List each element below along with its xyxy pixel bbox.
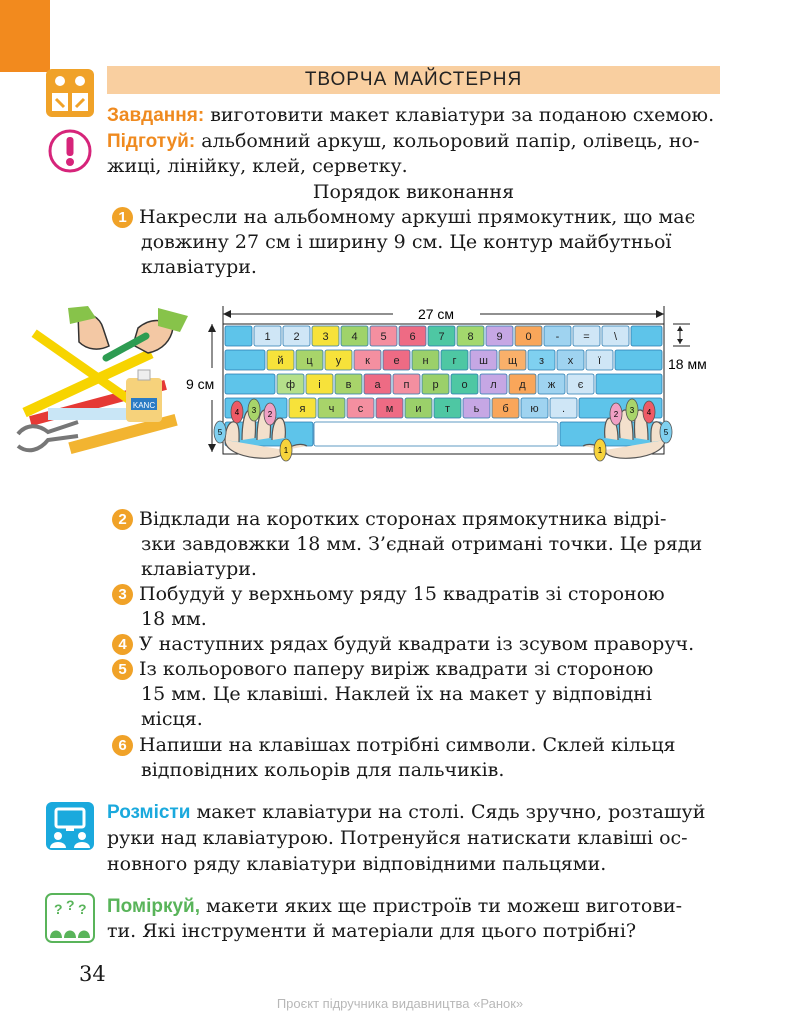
key-row2-2-label: у xyxy=(335,355,342,367)
key-row4-0-label: я xyxy=(299,403,306,415)
finger-number-2: 3 xyxy=(251,406,257,415)
key-row4-9-label: . xyxy=(561,403,566,415)
key-row2-9-label: з xyxy=(538,355,545,367)
key-row3-9-label: ж xyxy=(547,379,556,391)
section-banner: ТВОРЧА МАЙСТЕРНЯ xyxy=(107,66,720,94)
key-row2-7-label: ш xyxy=(479,355,488,367)
key-row3-0-label: ф xyxy=(285,379,296,391)
step-number-5: 5 xyxy=(112,659,133,680)
height-label: 9 см xyxy=(186,376,215,392)
height-dimension xyxy=(186,324,216,452)
glue-label: KANC xyxy=(132,401,156,410)
key-caps xyxy=(225,374,275,394)
key-row1-0-label: 1 xyxy=(264,331,271,343)
key-row4-4-label: и xyxy=(415,403,422,415)
key-row1-blank xyxy=(225,326,252,346)
step-number-1: 1 xyxy=(112,207,133,228)
footer-credit: Проєкт підручника видавництва «Ранок» xyxy=(276,996,524,1011)
step-number-4: 4 xyxy=(112,634,133,655)
key-row3-5-label: р xyxy=(432,379,439,391)
finger-number-0: 5 xyxy=(217,428,223,437)
key-row1-2-label: 3 xyxy=(322,331,329,343)
think-label: Поміркуй, xyxy=(107,896,200,917)
computer-class-icon xyxy=(46,802,94,850)
key-row1-end xyxy=(631,326,662,346)
step-number-2: 2 xyxy=(112,509,133,530)
step-1 xyxy=(112,205,720,280)
task-label: Завдання: xyxy=(107,105,205,126)
prepare-line-2: жиці, лінійку, клей, серветку. xyxy=(107,155,408,177)
step-1-line-1: Накресли на альбомному аркуші прямокутник, що має xyxy=(139,206,696,228)
think-line-1 xyxy=(107,894,720,919)
page-number: 34 xyxy=(79,962,106,986)
step-2-line-1: Відклади на коротких сторонах прямокутника відрі- xyxy=(139,508,667,530)
key-row3-8-label: д xyxy=(519,379,526,391)
finger-number-8: 4 xyxy=(646,408,652,417)
step-4-line-1: У наступних рядах будуй квадрати із зсувом праворуч. xyxy=(139,633,695,655)
width-dimension xyxy=(223,306,664,324)
step-5-line-2: 15 мм. Це клавіші. Наклей їх на макет у відповідні xyxy=(141,683,653,705)
key-row2-5-label: н xyxy=(422,355,429,367)
key-row1-3-label: 4 xyxy=(351,331,358,343)
step-1-line-3: клавіатури. xyxy=(141,256,257,278)
key-row1-1-label: 2 xyxy=(293,331,300,343)
step-5 xyxy=(112,657,720,732)
step-6-line-2: відповідних кольорів для пальчиків. xyxy=(141,759,505,781)
key-space xyxy=(314,422,558,446)
prepare-text-1: альбомний аркуш, кольоровий папір, олівець, но- xyxy=(195,130,700,152)
key-row2-4-label: е xyxy=(393,355,400,367)
workshop-tools-icon xyxy=(46,69,94,117)
prepare-line-1 xyxy=(107,129,720,154)
order-title: Порядок виконання xyxy=(312,181,515,203)
key-row2-10-label: х xyxy=(567,355,574,367)
prepare-label: Підготуй: xyxy=(107,131,196,152)
step-3-line-1: Побудуй у верхньому ряду 15 квадратів зі стороною xyxy=(139,583,665,605)
place-line-3: новного ряду клавіатури відповідними пальцями. xyxy=(107,853,607,875)
key-row2-11-label: ї xyxy=(597,355,602,367)
key-row4-3-label: м xyxy=(385,403,394,415)
key-row1-4-label: 5 xyxy=(380,331,387,343)
step-1-line-2: довжину 27 см і ширину 9 см. Це контур майбутньої xyxy=(141,231,672,253)
finger-number-4: 1 xyxy=(283,446,289,455)
svg-text:?: ? xyxy=(54,901,63,917)
key-row3-10-label: є xyxy=(577,379,584,391)
step-5-line-1: Із кольорового паперу виріж квадрати зі стороною xyxy=(139,658,654,680)
step-2-line-3: клавіатури. xyxy=(141,558,257,580)
key-row2-8-label: щ xyxy=(507,355,518,367)
key-row2-0-label: й xyxy=(277,355,284,367)
key-row4-8-label: ю xyxy=(530,403,539,415)
place-line-1 xyxy=(107,800,720,825)
key-row1-8-label: 9 xyxy=(496,331,503,343)
step-number-3: 3 xyxy=(112,584,133,605)
key-row1-9-label: 0 xyxy=(525,331,532,343)
step-number-6: 6 xyxy=(112,735,133,756)
orange-corner-tab xyxy=(0,0,50,72)
step-4 xyxy=(112,632,720,657)
finger-number-3: 2 xyxy=(267,410,273,419)
key-row2-6-label: г xyxy=(452,355,457,367)
exclamation-icon xyxy=(47,128,93,174)
key-row2-3-label: к xyxy=(365,355,370,367)
step-2-line-2: зки завдовжки 18 мм. З’єднай отримані точки. Це ряди xyxy=(141,533,703,555)
key-row4-5-label: т xyxy=(444,403,451,415)
key-tab xyxy=(225,350,265,370)
key-row1-10-label: - xyxy=(555,331,560,343)
key-row4-1-label: ч xyxy=(328,403,335,415)
key-enter xyxy=(596,374,662,394)
step-6 xyxy=(112,733,720,783)
svg-text:?: ? xyxy=(78,901,87,917)
finger-number-6: 2 xyxy=(613,410,619,419)
step-2 xyxy=(112,507,720,582)
step-3-line-2: 18 мм. xyxy=(141,608,207,630)
task-line xyxy=(107,103,720,128)
key-row4-6-label: ь xyxy=(473,403,480,415)
step-6-line-1: Напиши на клавішах потрібні символи. Склей кільця xyxy=(139,734,676,756)
crafting-illustration xyxy=(8,308,198,458)
svg-text:?: ? xyxy=(66,897,75,913)
key-row3-3-label: а xyxy=(374,379,381,391)
key-row3-7-label: л xyxy=(490,379,497,391)
finger-number-7: 3 xyxy=(629,406,635,415)
key-row3-1-label: і xyxy=(318,379,321,391)
key-row1-5-label: 6 xyxy=(409,331,416,343)
step-3 xyxy=(112,582,720,632)
row-height-dimension xyxy=(668,324,707,372)
row-height-label: 18 мм xyxy=(668,356,707,372)
key-row1-12-label: \ xyxy=(613,331,618,343)
step-5-line-3: місця. xyxy=(141,708,203,730)
place-line-2: руки над клавіатурою. Потренуйся натискати клавіші ос- xyxy=(107,827,688,849)
key-row1-7-label: 8 xyxy=(467,331,474,343)
key-row2-end xyxy=(615,350,662,370)
key-row1-11-label: = xyxy=(583,331,590,343)
place-text-1: макет клавіатури на столі. Сядь зручно, розташуй xyxy=(190,801,706,823)
finger-number-1: 4 xyxy=(234,408,240,417)
key-row3-4-label: п xyxy=(403,379,410,391)
width-label: 27 см xyxy=(417,306,455,322)
key-row4-2-label: с xyxy=(357,403,364,415)
place-label: Розмісти xyxy=(107,802,191,823)
think-text-1: макети яких ще пристроїв ти можеш виготови- xyxy=(200,895,683,917)
key-row1-6-label: 7 xyxy=(438,331,445,343)
task-text: виготовити макет клавіатури за поданою схемою. xyxy=(204,104,715,126)
finger-number-9: 5 xyxy=(663,428,669,437)
finger-number-5: 1 xyxy=(597,446,603,455)
key-row4-7-label: б xyxy=(502,403,509,415)
think-line-2: ти. Які інструменти й матеріали для цього потрібні? xyxy=(107,920,637,942)
key-row3-6-label: о xyxy=(461,379,468,391)
keyboard-diagram xyxy=(186,300,730,480)
key-row2-1-label: ц xyxy=(306,355,313,367)
think-question-icon xyxy=(46,894,94,942)
key-row3-2-label: в xyxy=(345,379,352,391)
